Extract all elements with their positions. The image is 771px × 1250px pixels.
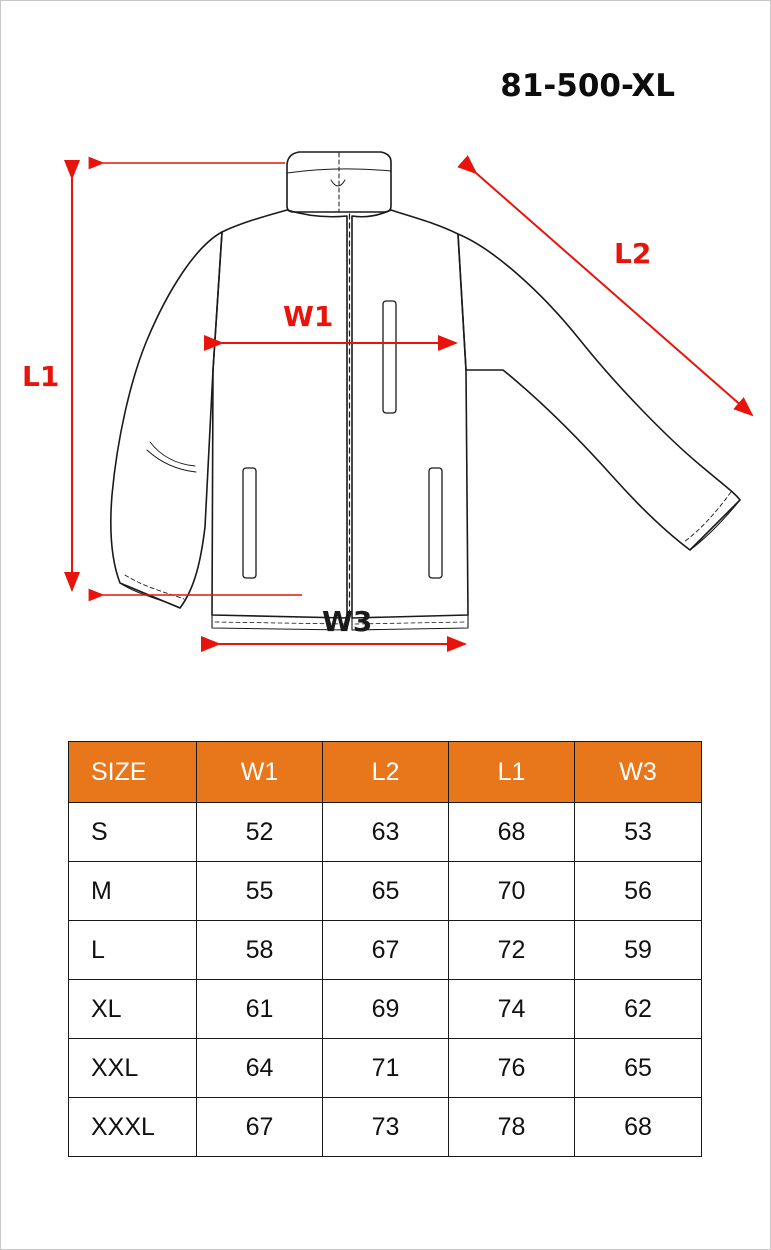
cell-w3: 56	[575, 862, 702, 921]
column-header-l1: L1	[449, 742, 575, 803]
dimension-label-L1: L1	[22, 360, 60, 393]
table-header-row	[69, 742, 702, 803]
dimension-label-W1: W1	[283, 300, 334, 333]
cell-w1: 67	[197, 1098, 323, 1157]
cell-w3: 53	[575, 803, 702, 862]
table-row	[69, 980, 702, 1039]
cell-l2: 73	[323, 1098, 449, 1157]
cell-l2: 67	[323, 921, 449, 980]
chest-pocket	[383, 301, 396, 413]
cell-l1: 74	[449, 980, 575, 1039]
column-header-w1: W1	[197, 742, 323, 803]
cell-w3: 59	[575, 921, 702, 980]
cell-size: XXXL	[69, 1098, 197, 1157]
table-row	[69, 803, 702, 862]
cell-l2: 65	[323, 862, 449, 921]
cell-size: XXL	[69, 1039, 197, 1098]
column-header-size: SIZE	[69, 742, 197, 803]
cell-size: L	[69, 921, 197, 980]
cell-l2: 63	[323, 803, 449, 862]
cell-l1: 72	[449, 921, 575, 980]
table-row	[69, 862, 702, 921]
column-header-w3: W3	[575, 742, 702, 803]
cell-l1: 68	[449, 803, 575, 862]
cell-size: S	[69, 803, 197, 862]
cell-l1: 78	[449, 1098, 575, 1157]
product-code: 81-500-XL	[500, 68, 675, 104]
cell-w1: 52	[197, 803, 323, 862]
table-row	[69, 921, 702, 980]
cell-w1: 64	[197, 1039, 323, 1098]
cell-w3: 62	[575, 980, 702, 1039]
cell-l2: 69	[323, 980, 449, 1039]
dimension-label-L2: L2	[614, 237, 652, 270]
column-header-l2: L2	[323, 742, 449, 803]
cell-w3: 68	[575, 1098, 702, 1157]
cell-size: XL	[69, 980, 197, 1039]
cell-w1: 55	[197, 862, 323, 921]
cell-size: M	[69, 862, 197, 921]
right-pocket	[429, 468, 442, 578]
jacket-technical-drawing	[0, 40, 771, 700]
cell-l1: 70	[449, 862, 575, 921]
cell-w1: 61	[197, 980, 323, 1039]
cell-l2: 71	[323, 1039, 449, 1098]
cell-w1: 58	[197, 921, 323, 980]
table-row	[69, 1098, 702, 1157]
dimension-label-W3: W3	[322, 605, 373, 638]
table-row	[69, 1039, 702, 1098]
size-chart-table	[68, 741, 702, 1157]
left-front-panel	[212, 210, 347, 618]
left-sleeve	[111, 232, 222, 608]
left-pocket	[243, 468, 256, 578]
cell-l1: 76	[449, 1039, 575, 1098]
cell-w3: 65	[575, 1039, 702, 1098]
dimension-line-L2	[476, 173, 752, 415]
right-front-panel	[352, 210, 468, 618]
